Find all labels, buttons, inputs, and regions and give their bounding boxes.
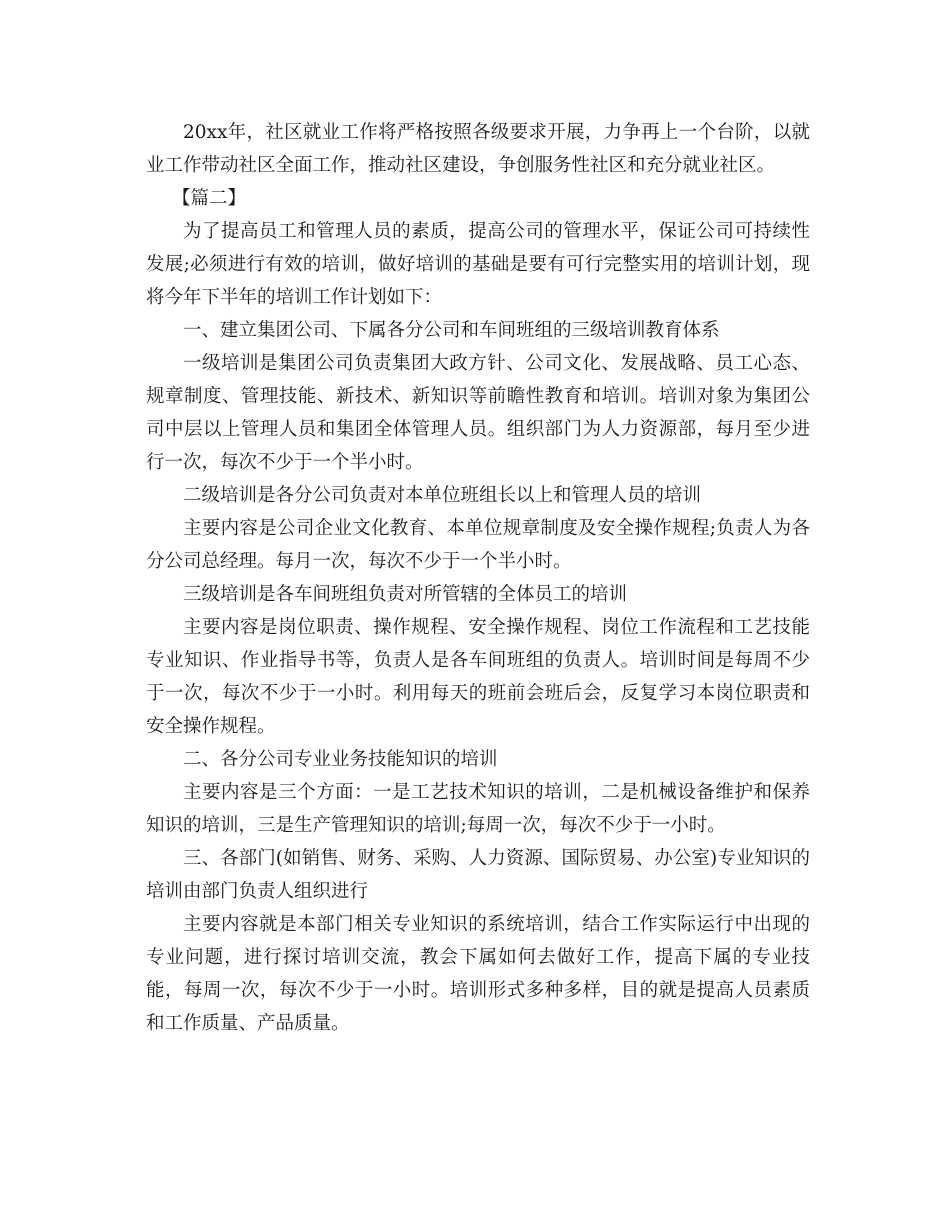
section-heading-2: 二、各分公司专业业务技能知识的培训 — [183, 749, 498, 770]
paragraph-intro: 为了提高员工和管理人员的素质，提高公司的管理水平，保证公司可持续性发展;必须进行有效的培训，做好培训的基础是要有可行完整实用的培训计划，现将今年下半年的培训工作计划如下： — [146, 221, 810, 308]
paragraph-level-2: 主要内容是公司企业文化教育、本单位规章制度及安全操作规程;负责人为各分公司总经理。每月一次，每次不少于一个半小时。 — [146, 518, 810, 572]
subheading-level-3: 三级培训是各车间班组负责对所管辖的全体员工的培训 — [183, 584, 628, 605]
section-heading-3: 三、各部门(如销售、财务、采购、人力资源、国际贸易、办公室)专业知识的培训由部门负责人组织进行 — [146, 848, 810, 902]
paragraph-level-3: 主要内容是岗位职责、操作规程、安全操作规程、岗位工作流程和工艺技能专业知识、作业指导书等，负责人是各车间班组的负责人。培训时间是每周不少于一次，每次不少于一小时。利用每天的班前会班后会，反复学习本岗位职责和安全操作规程。 — [146, 617, 810, 737]
paragraph-employment-summary: 20xx年，社区就业工作将严格按照各级要求开展，力争再上一个台阶，以就业工作带动社区全面工作，推动社区建设，争创服务性社区和充分就业社区。 — [146, 122, 810, 176]
subheading-level-2: 二级培训是各分公司负责对本单位班组长以上和管理人员的培训 — [183, 485, 702, 506]
section-heading-1: 一、建立集团公司、下属各分公司和车间班组的三级培训教育体系 — [183, 320, 720, 341]
paragraph-department: 主要内容就是本部门相关专业知识的系统培训，结合工作实际运行中出现的专业问题，进行探讨培训交流，教会下属如何去做好工作，提高下属的专业技能，每周一次，每次不少于一小时。培训形式多种多样，目的就是提高人员素质和工作质量、产品质量。 — [146, 914, 810, 1034]
paragraph-level-1: 一级培训是集团公司负责集团大政方针、公司文化、发展战略、员工心态、规章制度、管理技能、新技术、新知识等前瞻性教育和培训。培训对象为集团公司中层以上管理人员和集团全体管理人员。组织部门为人力资源部，每月至少进行一次，每次不少于一个半小时。 — [146, 353, 810, 473]
section-marker: 【篇二】 — [172, 188, 247, 209]
paragraph-skills: 主要内容是三个方面：一是工艺技术知识的培训，二是机械设备维护和保养知识的培训，三是生产管理知识的培训;每周一次，每次不少于一小时。 — [146, 782, 810, 836]
document-body — [146, 116, 810, 1040]
